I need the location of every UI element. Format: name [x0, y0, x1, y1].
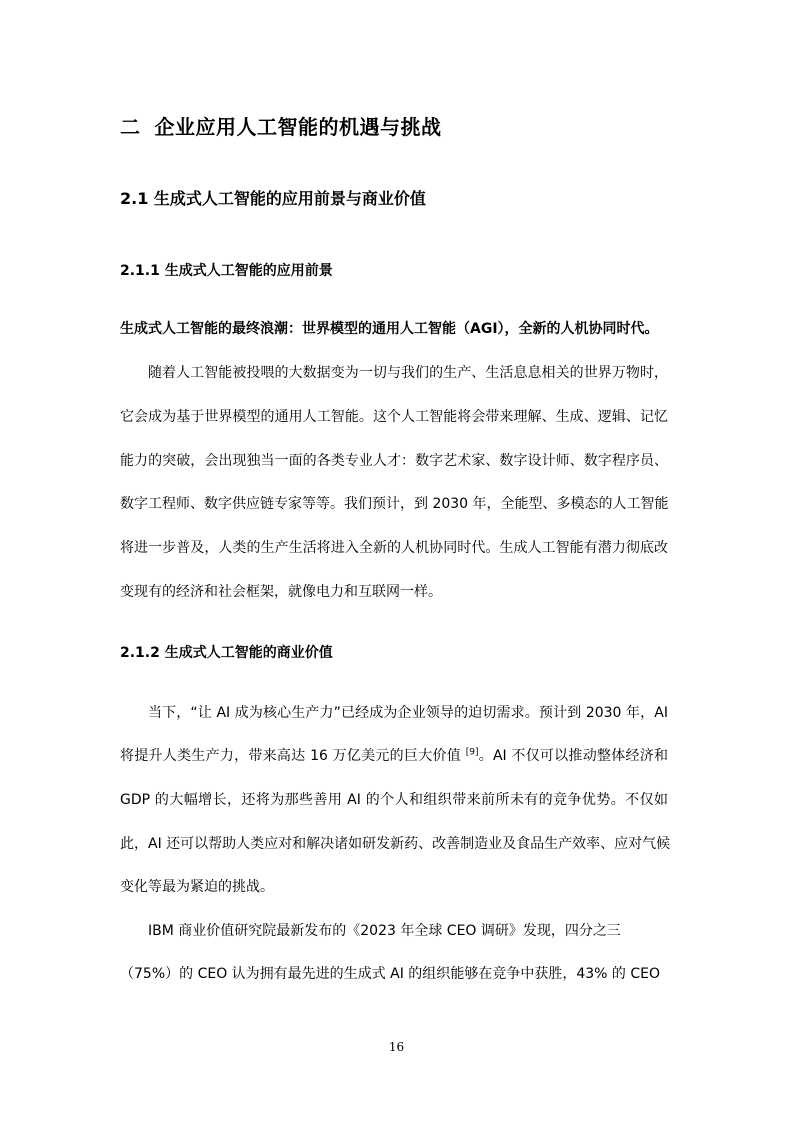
text-segment: 将提升人类生产力，带来高达 16 万亿美元的巨大价值	[120, 748, 466, 764]
bold-lead-paragraph: 生成式人工智能的最终浪潮：世界模型的通用人工智能（AGI），全新的人机协同时代。	[120, 321, 659, 337]
chapter-number: 二	[120, 115, 141, 139]
paragraph-line: 数字工程师、数字供应链专家等等。我们预计，到 2030 年，全能型、多模态的人工智能	[120, 496, 669, 512]
paragraph-line	[120, 746, 668, 766]
subsection-heading-value: 2.1.2 生成式人工智能的商业价值	[120, 645, 333, 661]
paragraph-line: GDP 的大幅增长，还将为那些善用 AI 的个人和组织带来前所未有的竞争优势。不仅如	[120, 792, 668, 808]
paragraph-line: 随着人工智能被投喂的大数据变为一切与我们的生产、生活息息相关的世界万物时，	[148, 365, 668, 381]
chapter-title: 企业应用人工智能的机遇与挑战	[154, 115, 442, 139]
paragraph-line: 此，AI 还可以帮助人类应对和解决诸如研发新药、改善制造业及食品生产效率、应对气候	[120, 836, 671, 852]
section-heading: 2.1 生成式人工智能的应用前景与商业价值	[120, 189, 426, 208]
text-segment: 。AI 不仅可以推动整体经济和	[478, 748, 669, 764]
citation-reference: [9]	[465, 747, 479, 758]
paragraph-line: 它会成为基于世界模型的通用人工智能。这个人工智能将会带来理解、生成、逻辑、记忆	[120, 409, 668, 425]
page-number: 16	[388, 1040, 405, 1054]
paragraph-line: 将进一步普及，人类的生产生活将进入全新的人机协同时代。生成人工智能有潜力彻底改	[120, 540, 668, 556]
paragraph-line: 变化等最为紧迫的挑战。	[120, 879, 274, 895]
subsection-heading-applications: 2.1.1 生成式人工智能的应用前景	[120, 263, 333, 279]
paragraph-line: （75%）的 CEO 认为拥有最先进的生成式 AI 的组织能够在竞争中获胜，43% 的 CEO	[120, 966, 660, 982]
paragraph-line: 能力的突破，会出现独当一面的各类专业人才：数字艺术家、数字设计师、数字程序员、	[120, 453, 668, 469]
paragraph-line: 当下，“让 AI 成为核心生产力”已经成为企业领导的迫切需求。预计到 2030 年，AI	[148, 705, 668, 721]
paragraph-line: IBM 商业价值研究院最新发布的《2023 年全球 CEO 调研》发现，四分之三	[148, 923, 621, 939]
paragraph-line: 变现有的经济和社会框架，就像电力和互联网一样。	[120, 584, 442, 600]
chapter-heading	[120, 111, 442, 140]
